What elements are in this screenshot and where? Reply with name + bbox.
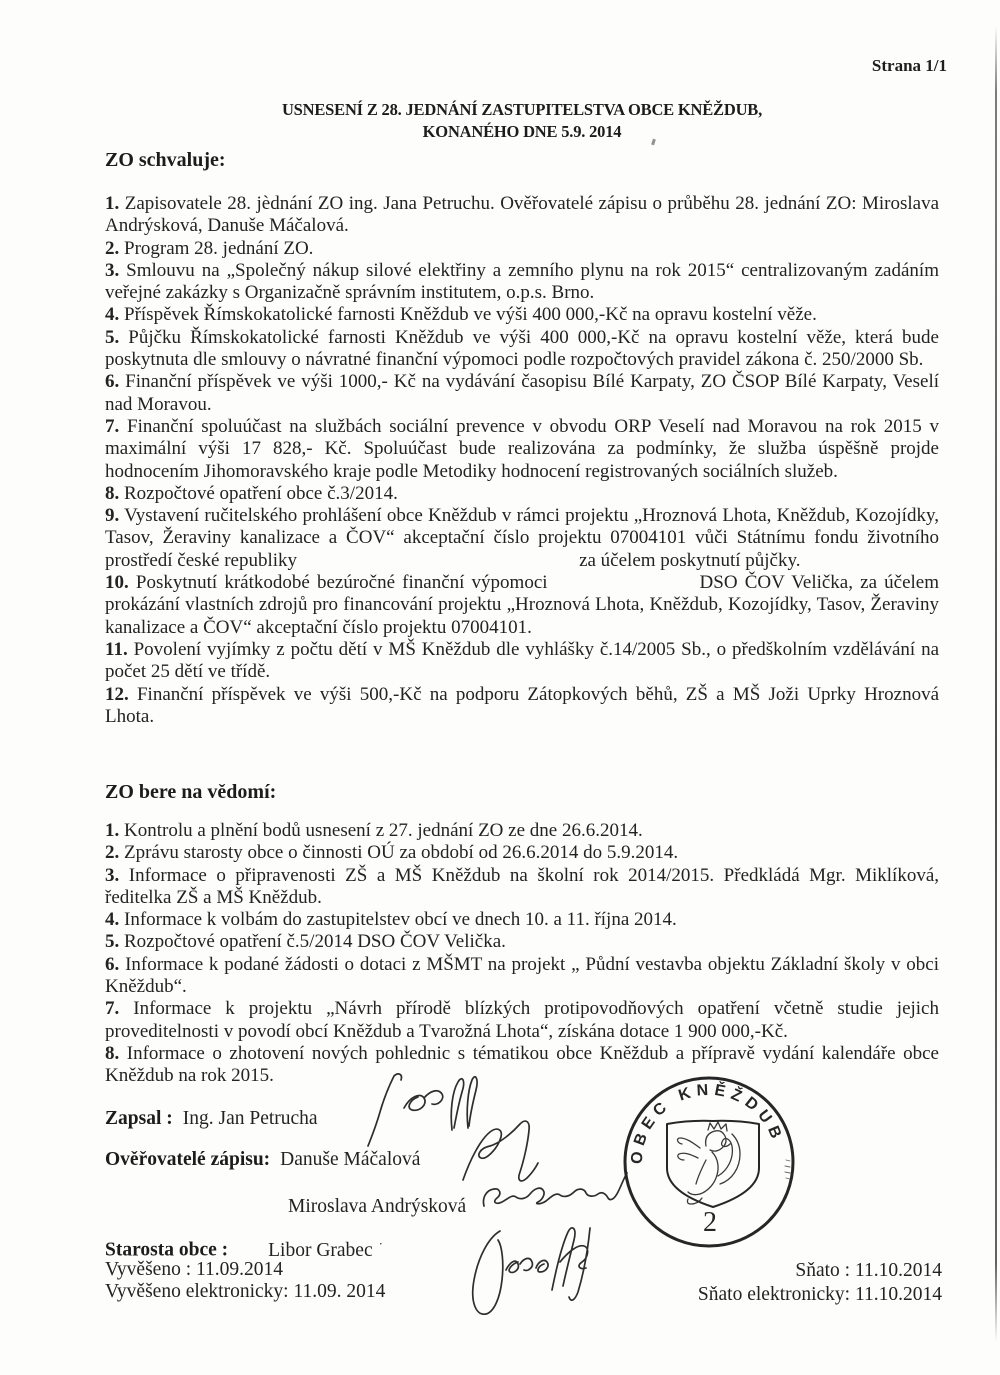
list-item: 6. Finanční příspěvek ve výši 1000,- Kč na vydávání časopisu Bílé Karpaty, ZO ČSOP Bílé Karpaty, Veselí nad Moravou. — [105, 371, 940, 415]
overovatel-2-name: Miroslava Andrýsková — [288, 1196, 467, 1217]
list-item: 8. Rozpočtové opatření obce č.3/2014. — [105, 482, 398, 504]
overovatele-row — [105, 1149, 420, 1171]
signature-andryskova — [483, 1173, 627, 1206]
ink-dot: · — [378, 1236, 383, 1251]
list-item: 5. Půjčku Římskokatolické farnosti Kněždub ve výši 400 000,-Kč na opravu kostelní věže, která bude poskytnuta dle smlouvy o návratné finanční výpomoci podle rozpočtových pravidel zákona č. 250/2000 Sb. — [105, 326, 939, 371]
list-item: 4. Příspěvek Římskokatolické farnosti Kněždub ve výši 400 000,-Kč na opravu kostelní věže. — [105, 304, 817, 326]
overovatel-2-row — [288, 1196, 466, 1218]
list-item: 8. Informace o zhotovení nových pohlednic s tématikou obce Kněždub a přípravě vydání kalendáře obce Kněždub na rok 2015. — [105, 1042, 939, 1087]
list-item: 11. Povolení vyjímky z počtu dětí v MŠ Kněždub dle vyhlášky č.14/2005 Sb., o předškolním vzdělávání na počet 25 dětí ve třídě. — [105, 638, 940, 683]
list-item: 6. Informace k podané žádosti o dotaci z MŠMT na projekt „ Půdní vestavba objektu Základní školy v obci Kněždub“. — [105, 953, 939, 998]
layout-gap — [297, 565, 579, 566]
stamp-arc-text: OBEC KNĚŽDUB — [628, 1081, 787, 1165]
stamp-lion-emblem — [678, 1122, 740, 1204]
vyveseno-elektronicky-date: Vyvěšeno elektronicky: 11.09. 2014 — [105, 1281, 386, 1302]
zapsal-row — [105, 1108, 318, 1130]
signature-macalova — [463, 1121, 538, 1181]
list-item: 2. Zprávu starosty obce o činnosti OÚ za období od 26.6.2014 do 5.9.2014. — [105, 842, 679, 864]
list-item: 1. Kontrolu a plnění bodů usnesení z 27. jednání ZO ze dne 26.6.2014. — [105, 820, 643, 841]
starosta-name: Libor Grabec — [268, 1239, 373, 1261]
list-item: 3. Informace o připravenosti ZŠ a MŠ Kněždub na školní rok 2014/2015. Předkládá Mgr. Miklíková, ředitelka ZŠ a MŠ Kněždub. — [105, 864, 940, 908]
list-item: 9. Vystavení ručitelského prohlášení obce Kněždub v rámci projektu „Hroznová Lhota, Kněždub, Kozojídky, Tasov, Žeraviny kanalizace a ČOV“ akceptační číslo projektu 07004101 vůči Státnímu fondu životního prostředí české republiky za účelem poskytnutí půjčky. — [105, 505, 939, 571]
list-bere-na-vedomi — [105, 820, 939, 1088]
section-heading-bere-na-vedomi: ZO bere na vědomí: — [105, 781, 277, 803]
stamp-number: 2 — [703, 1207, 717, 1238]
list-item: 5. Rozpočtové opatření č.5/2014 DSO ČOV Velička. — [105, 931, 506, 953]
list-item: 10. Poskytnutí krátkodobé bezúročné finanční výpomoci DSO ČOV Velička, za účelem prokázání vlastních zdrojů pro financování projektu „Hroznová Lhota, Kněždub, Kozojídky, Tasov, Žeraviny kanalizace a ČOV“ akceptační číslo projektu 07004101. — [105, 572, 939, 638]
list-schvaluje — [105, 193, 939, 728]
stamp-circle — [625, 1078, 793, 1246]
scan-edge-artifact — [995, 26, 997, 1342]
document-title — [105, 99, 939, 143]
zapsal-label: Zapsal : — [105, 1108, 173, 1129]
starosta-row — [105, 1236, 383, 1262]
list-item: 2. Program 28. jednání ZO. — [105, 237, 314, 259]
signature-grabec — [473, 1228, 590, 1314]
list-item: 7. Finanční spoluúčast na službách sociální prevence v obvodu ORP Veselí nad Moravou na rok 2015 v maximální výši 17 828,- Kč. Spoluúčast bude realizována za podmínky, že služba úspěšně projde hodnocením Jihomoravského kraje podle Metodiky hodnocení registrovaných sociálních služeb. — [105, 415, 940, 482]
page-number: Strana 1/1 — [871, 56, 947, 75]
title-line-2: KONANÉHO DNE 5.9. 2014 — [422, 122, 622, 141]
layout-gap — [548, 587, 700, 588]
snato-elektronicky-date: Sňato elektronicky: 11.10.2014 — [697, 1283, 942, 1305]
list-item: 1. Zapisovatele 28. jèdnání ZO ing. Jana Petruchu. Ověřovatelé zápisu o průběhu 28. jednání ZO: Miroslava Andrýsková, Danuše Máčalová. — [105, 193, 940, 237]
starosta-label: Starosta obce : — [105, 1239, 229, 1261]
title-line-1: USNESENÍ Z 28. JEDNÁNÍ ZASTUPITELSTVA OBCE KNĚŽDUB, — [281, 100, 763, 119]
vyveseno-el-row — [105, 1281, 385, 1303]
list-item: 7. Informace k projektu „Návrh přírodě blízkých protipovodňových opatření včetně studie jejich proveditelnosti v povodí obcí Kněždub a Tvarožná Lhota“, získána dotace 1 900 000,-Kč. — [105, 998, 939, 1042]
stamp-shield — [667, 1121, 759, 1207]
list-item: 3. Smlouvu na „Společný nákup silové elektřiny a zemního plynu na rok 2015“ centralizovaným zadáním veřejné zakázky s Organizačně správním institutem, o.p.s. Brno. — [105, 259, 939, 304]
list-item: 12. Finanční příspěvek ve výši 500,-Kč na podporu Zátopkových běhů, ZŠ a MŠ Joži Uprky Hroznová Lhota. — [105, 683, 939, 727]
snato-date: Sňato : 11.10.2014 — [795, 1260, 942, 1281]
list-item: 4. Informace k volbám do zastupitelstev obcí ve dnech 10. a 11. října 2014. — [105, 909, 677, 931]
stamp-obec-knezdub — [625, 1078, 793, 1246]
zapsal-name: Ing. Jan Petrucha — [182, 1108, 318, 1129]
vyveseno-row — [105, 1259, 283, 1281]
snato-block — [698, 1259, 942, 1306]
stamp-side-marks — [785, 1160, 790, 1179]
overovatele-label: Ověřovatelé zápisu: — [105, 1149, 271, 1170]
section-heading-schvaluje: ZO schvaluje: — [105, 149, 226, 171]
vyveseno-date: Vyvěšeno : 11.09.2014 — [105, 1259, 284, 1280]
overovatel-1-name: Danuše Máčalová — [280, 1149, 421, 1170]
